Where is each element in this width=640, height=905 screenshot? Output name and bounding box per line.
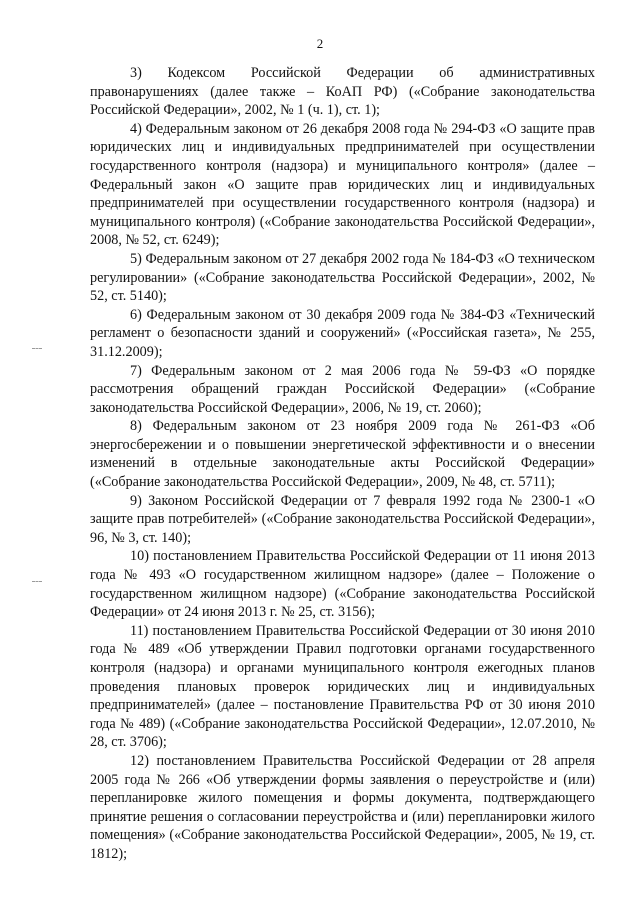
document-body	[90, 64, 595, 864]
paragraph-item-10: 10) постановлением Правительства Российской Федерации от 11 июня 2013 года № 493 «О государственном жилищном надзоре» (далее – Положение о государственном жилищном надзоре) («Собрание законодательства Российской Федерации» от 24 июня 2013 г. № 25, ст. 3156);	[90, 548, 595, 621]
paragraph-item-8: 8) Федеральным законом от 23 ноября 2009 года № 261-ФЗ «Об энергосбережении и о повышении энергетической эффективности и о внесении изменений в отдельные законодательные акты Российской Федерации» («Собрание законодательства Российской Федерации», 2009, № 48, ст. 5711);	[90, 418, 595, 491]
page-number: 2	[316, 36, 324, 51]
margin-scan-mark	[32, 581, 42, 583]
paragraph-item-12: 12) постановлением Правительства Российской Федерации от 28 апреля 2005 года № 266 «Об утверждении формы заявления о переустройстве и (или) перепланировке жилого помещения и формы документа, подтверждающего принятие решения о согласовании переустройства и (или) перепланировки жилого помещения» («Собрание законодательства Российской Федерации», 2005, № 19, ст. 1812);	[90, 752, 595, 862]
paragraph-item-9: 9) Законом Российской Федерации от 7 февраля 1992 года № 2300-1 «О защите прав потребителей» («Собрание законодательства Российской Федерации», 96, № 3, ст. 140);	[90, 492, 595, 546]
paragraph-item-11: 11) постановлением Правительства Российской Федерации от 30 июня 2010 года № 489 «Об утверждении Правил подготовки органами государственного контроля (надзора) и органами муниципального контроля ежегодных планов проведения плановых проверок юридических лиц и индивидуальных предпринимателей» (далее – постановление Правительства РФ от 30 июня 2010 года № 489) («Собрание законодательства Российской Федерации», 12.07.2010, № 28, ст. 3706);	[90, 622, 595, 751]
margin-scan-mark	[32, 348, 42, 350]
paragraph-item-3: 3) Кодексом Российской Федерации об административных правонарушениях (далее также – КоАП РФ) («Собрание законодательства Российской Федерации», 2002, № 1 (ч. 1), ст. 1);	[90, 65, 595, 119]
paragraph-item-6: 6) Федеральным законом от 30 декабря 2009 года № 384-ФЗ «Технический регламент о безопасности зданий и сооружений» («Российская газета», № 255, 31.12.2009);	[90, 306, 595, 360]
paragraph-item-7: 7) Федеральным законом от 2 мая 2006 года № 59-ФЗ «О порядке рассмотрения обращений граждан Российской Федерации» («Собрание законодательства Российской Федерации», 2006, № 19, ст. 2060);	[90, 362, 595, 416]
paragraph-item-5: 5) Федеральным законом от 27 декабря 2002 года № 184-ФЗ «О техническом регулировании» («Собрание законодательства Российской Федерации», 2002, № 52, ст. 5140);	[90, 250, 595, 305]
paragraph-item-4: 4) Федеральным законом от 26 декабря 2008 года № 294-ФЗ «О защите прав юридических лиц и индивидуальных предпринимателей при осуществлении государственного контроля (надзора) и муниципального контроля» (далее – Федеральный закон «О защите прав юридических лиц и индивидуальных предпринимателей при осуществлении государственного контроля (надзора) и муниципального контроля) («Собрание законодательства Российской Федерации», 2008, № 52, ст. 6249);	[90, 120, 595, 249]
